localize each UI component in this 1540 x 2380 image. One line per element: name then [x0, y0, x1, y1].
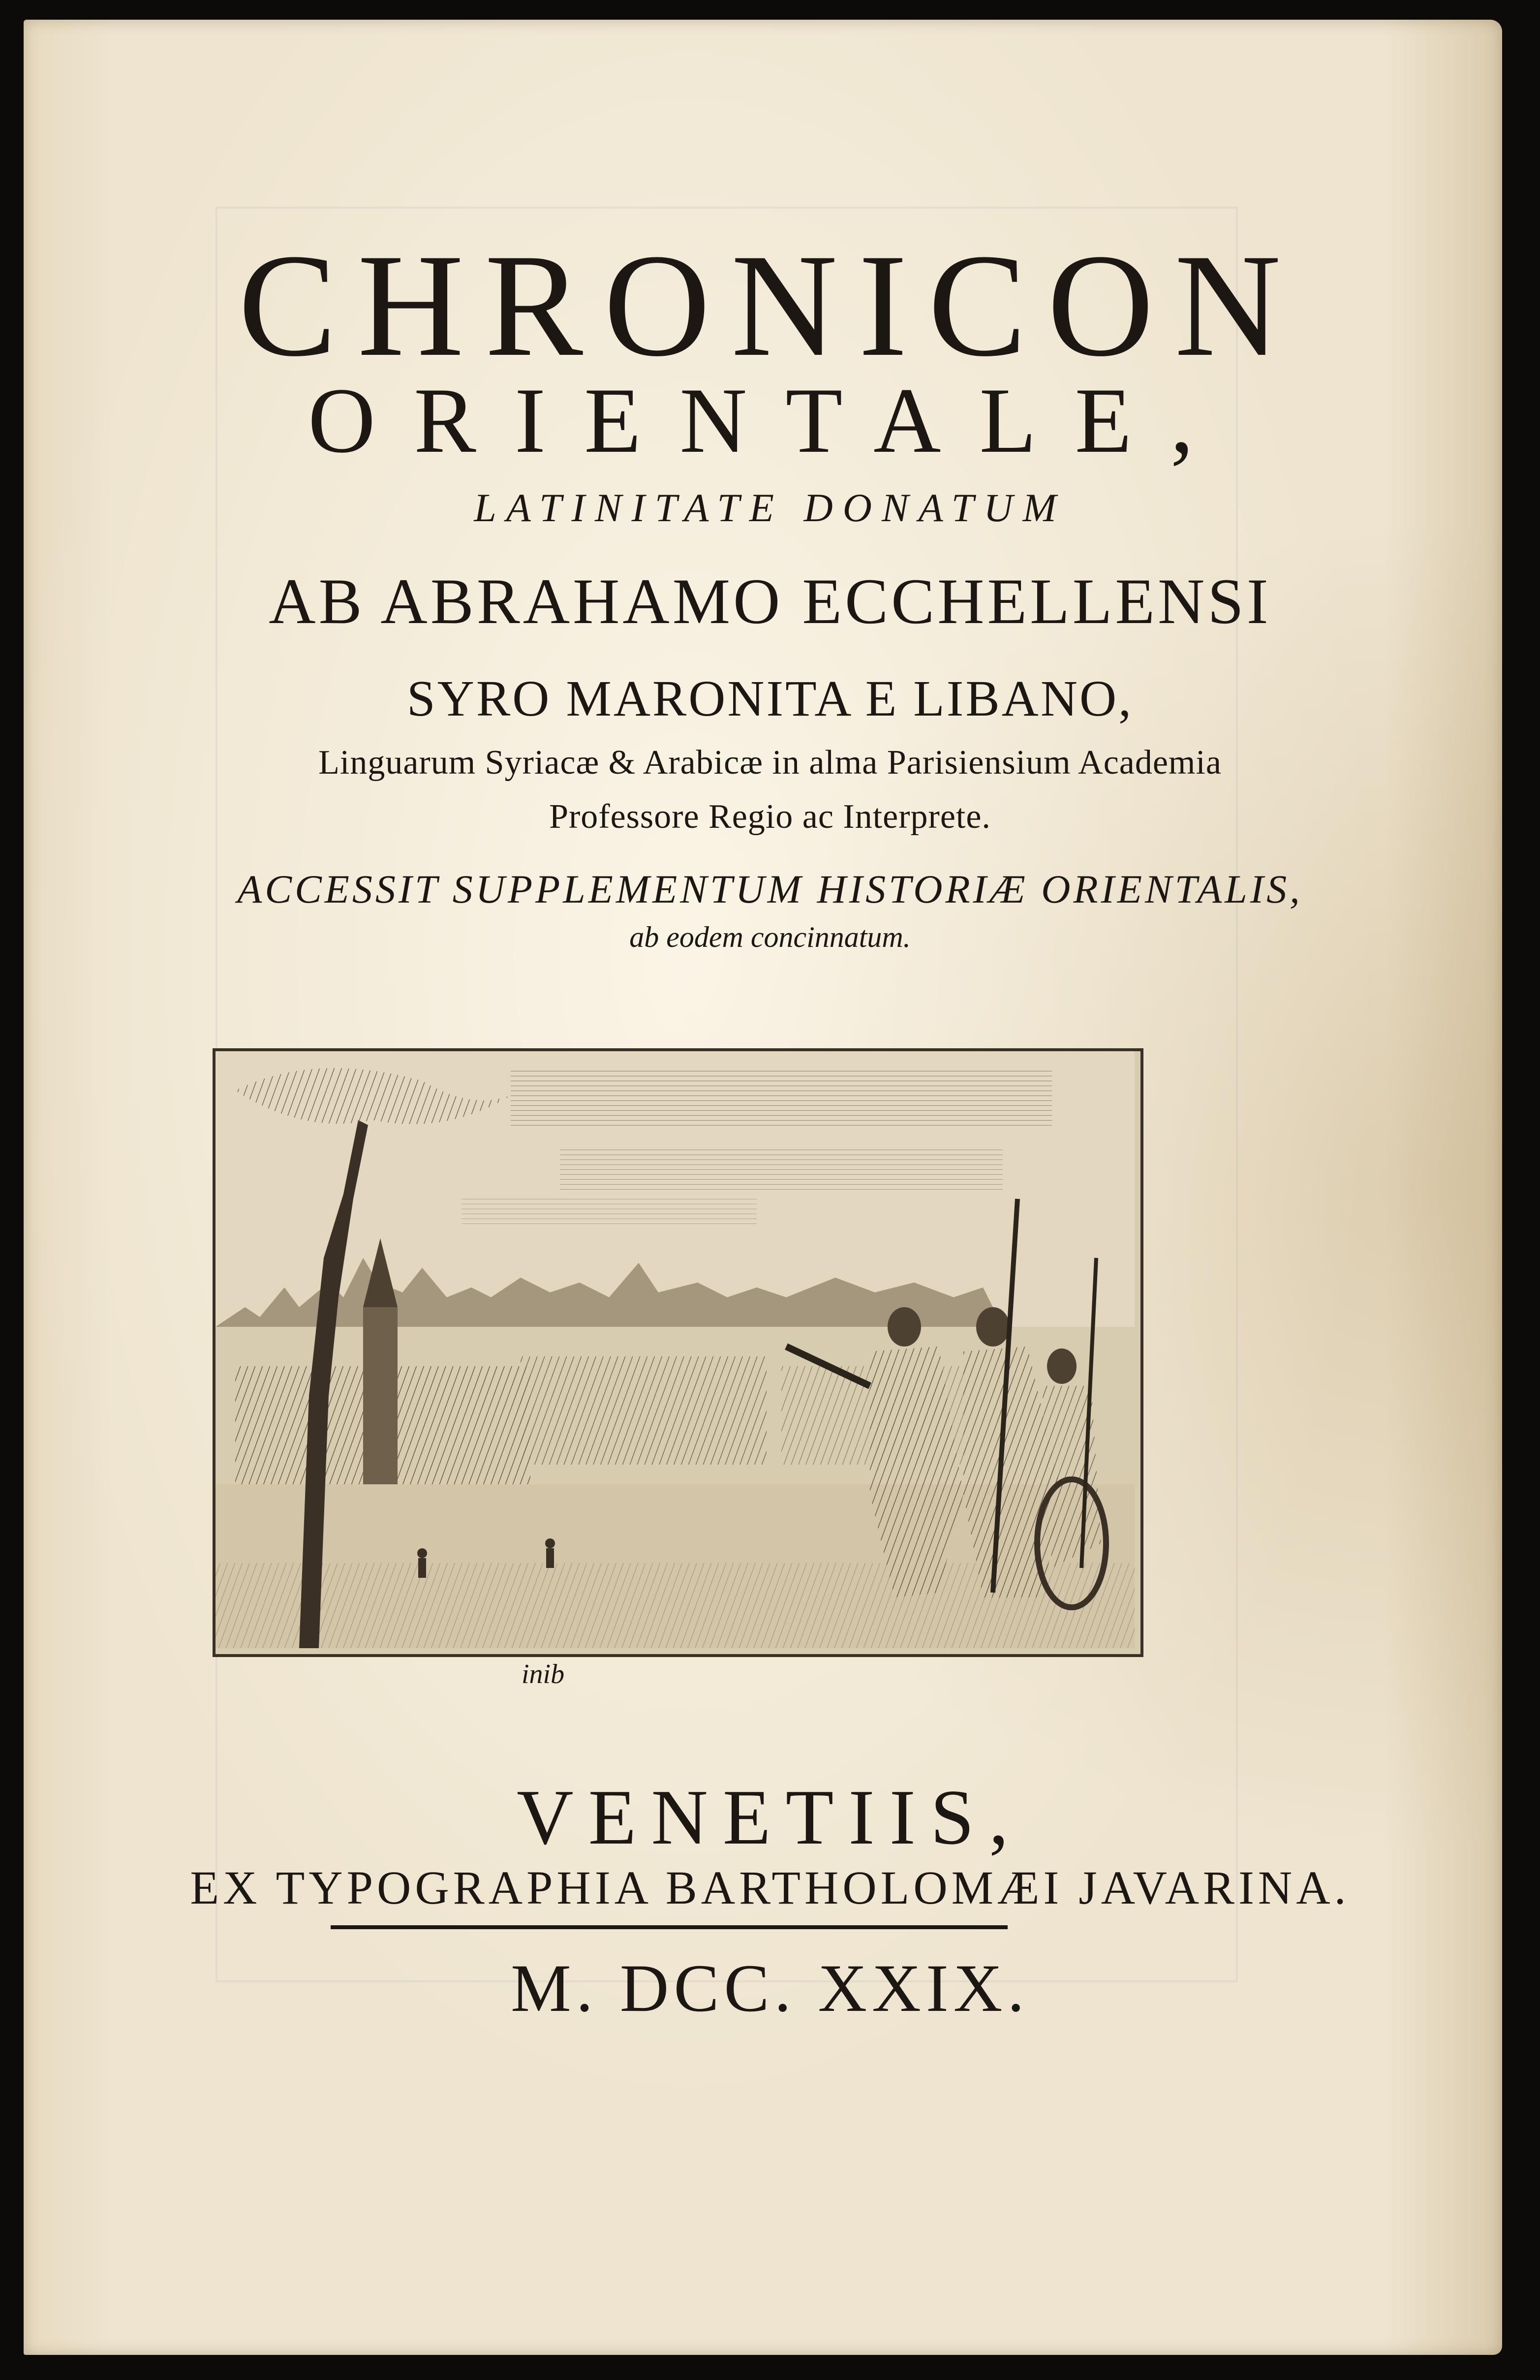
- author-origin: SYRO MARONITA E LIBANO,: [406, 670, 1134, 727]
- imprint-rule: [331, 1925, 1008, 1929]
- author-profession-line-2: Professore Regio ac Interprete.: [549, 798, 991, 836]
- title-line-2: ORIENTALE,: [308, 369, 1232, 472]
- imprint-date: M. DCC. XXIX.: [511, 1950, 1029, 2026]
- imprint-press: EX TYPOGRAPHIA BARTHOLOMÆI JAVARINA.: [190, 1861, 1350, 1914]
- engraved-city-scene-icon: [213, 1048, 1143, 1657]
- imprint-city: VENETIIS,: [517, 1773, 1023, 1861]
- author-name: AB ABRAHAMO ECCHELLENSI: [269, 565, 1271, 637]
- author-profession-line-1: Linguarum Syriacæ & Arabicæ in alma Parisiensium Academia: [318, 744, 1222, 782]
- latinized-line: LATINITATE DONATUM: [474, 485, 1066, 530]
- title-line-1: CHRONICON: [238, 223, 1302, 387]
- engraving-caption-fragment: inib: [522, 1659, 565, 1690]
- supplement-line-2: ab eodem concinnatum.: [629, 921, 911, 953]
- supplement-line-1: ACCESSIT SUPPLEMENTUM HISTORIÆ ORIENTALIS,: [237, 867, 1303, 911]
